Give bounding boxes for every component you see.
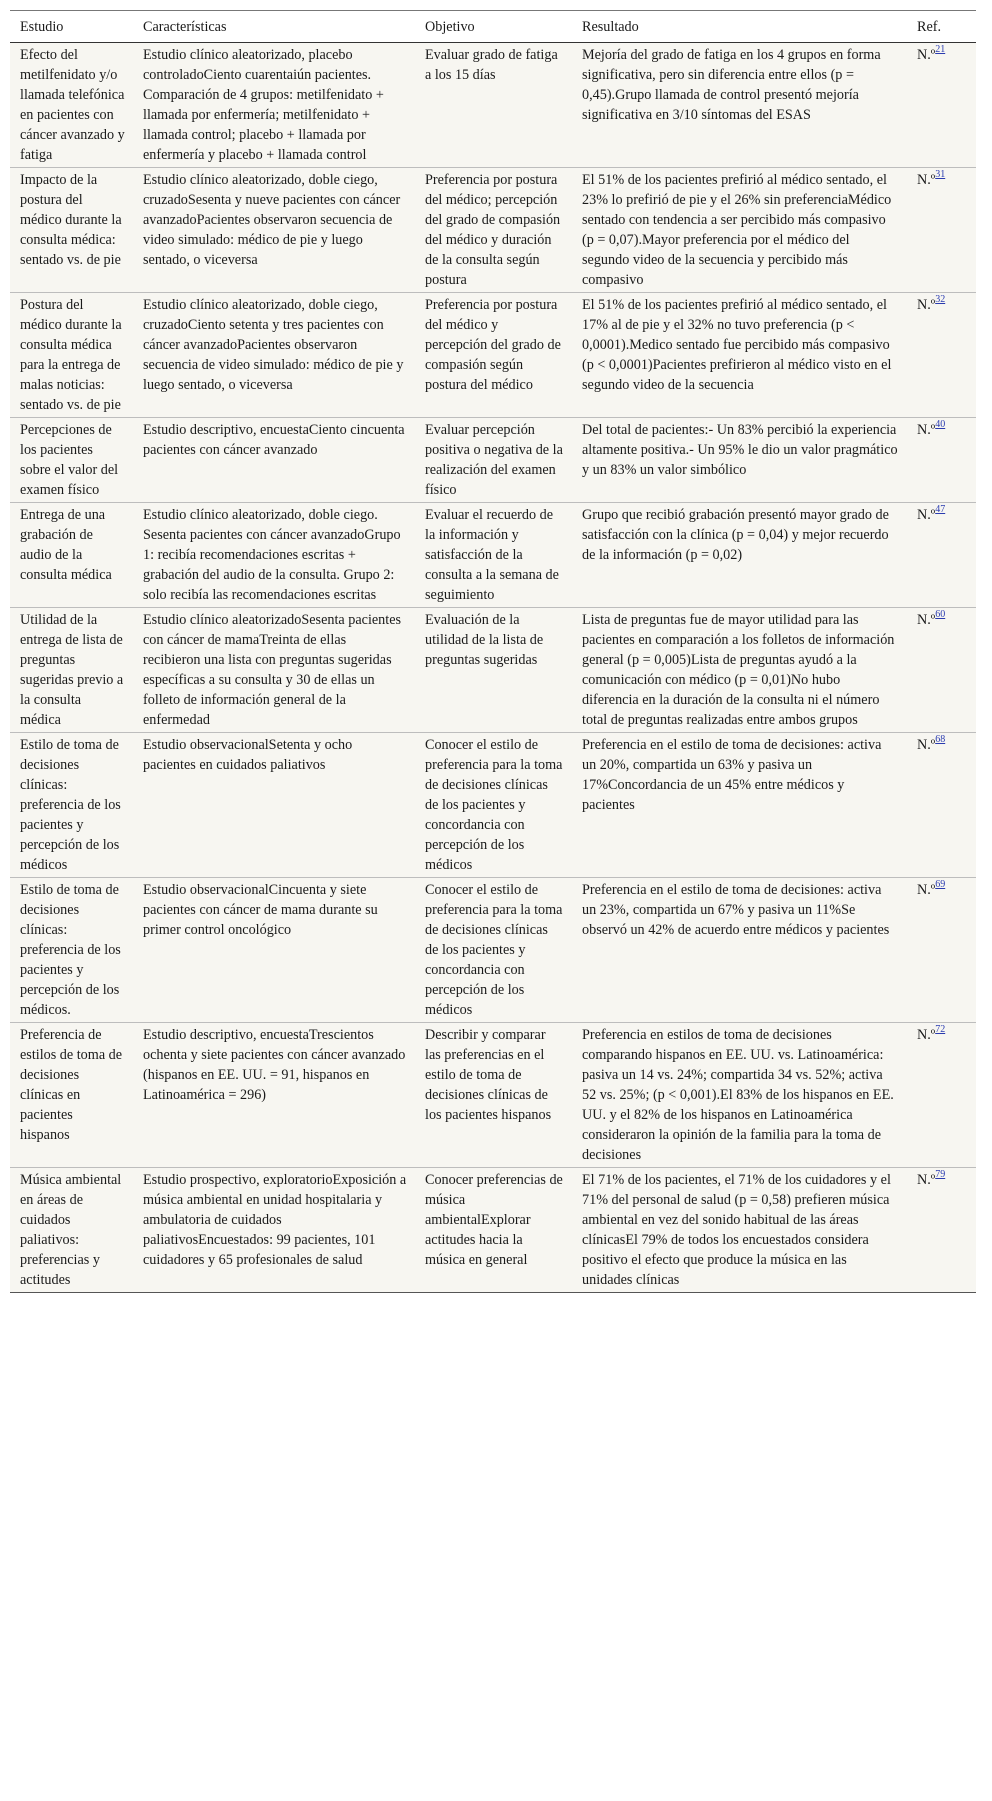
ref-prefix: N.º: [917, 882, 936, 898]
table-body: [10, 43, 976, 1293]
cell-resultado: Mejoría del grado de fatiga en los 4 grupos en forma significativa, pero sin diferencia entre ellos (p = 0,45).Grupo llamada de control presentó mejoría significativa en 3/10 síntomas del ESAS: [582, 47, 881, 123]
cell-estudio: Postura del médico durante la consulta médica para la entrega de malas noticias: sentado vs. de pie: [10, 293, 133, 418]
cell-caracteristicas: Estudio observacionalCincuenta y siete pacientes con cáncer de mama durante su primer control oncológico: [133, 878, 415, 1023]
ref-prefix: N.º: [917, 297, 936, 313]
table-row: [10, 1023, 976, 1168]
cell-ref: [907, 43, 976, 168]
cell-objetivo: Evaluar percepción positiva o negativa de la realización del examen físico: [415, 418, 572, 503]
cell-ref: [907, 1023, 976, 1168]
reference-link[interactable]: 47: [935, 504, 946, 515]
cell-resultado: Grupo que recibió grabación presentó mayor grado de satisfacción con la clínica (p = 0,04) y mejor recuerdo de la información (p = 0,02): [572, 503, 907, 608]
cell-resultado: El 71% de los pacientes, el 71% de los cuidadores y el 71% del personal de salud (p = 0,58) prefieren música ambiental en vez del sonido habitual de las áreas clínicasEl 79% de todos los encuestados considera positivo el efecto que produce la música en las unidades clínicas: [572, 1168, 907, 1293]
table-row: [10, 168, 976, 293]
ref-superscript: [935, 879, 945, 890]
cell-objetivo: Describir y comparar las preferencias en el estilo de toma de decisiones clínicas de los pacientes hispanos: [415, 1023, 572, 1168]
studies-table: [10, 10, 976, 1293]
cell-resultado: Preferencia en el estilo de toma de decisiones: activa un 23%, compartida un 67% y pasiva un 11%Se observó un 42% de acuerdo entre médicos y pacientes: [572, 878, 907, 1023]
cell-objetivo: Conocer preferencias de música ambientalExplorar actitudes hacia la música en general: [415, 1168, 572, 1293]
table-row: [10, 293, 976, 418]
cell-resultado: Preferencia en el estilo de toma de decisiones: activa un 20%, compartida un 63% y pasiva un 17%Concordancia de un 45% entre médicos y pacientes: [572, 733, 907, 878]
cell-objetivo: Preferencia por postura del médico y percepción del grado de compasión según postura del médico: [415, 293, 572, 418]
cell-estudio: Preferencia de estilos de toma de decisiones clínicas en pacientes hispanos: [10, 1023, 133, 1168]
table-row: [10, 1168, 976, 1293]
ref-prefix: N.º: [917, 1027, 936, 1043]
table-row: [10, 878, 976, 1023]
cell-ref: [907, 168, 976, 293]
reference-link[interactable]: 32: [935, 294, 946, 305]
reference-link[interactable]: 79: [935, 1169, 946, 1180]
cell-estudio: Efecto del metilfenidato y/o llamada telefónica en pacientes con cáncer avanzado y fatiga: [20, 47, 125, 163]
cell-objetivo: Conocer el estilo de preferencia para la toma de decisiones clínicas de los pacientes y concordancia con percepción de los médicos: [415, 878, 572, 1023]
header-caracteristicas: Características: [133, 11, 415, 43]
cell-resultado: Del total de pacientes:- Un 83% percibió la experiencia altamente positiva.- Un 95% le dio un valor pragmático y un 83% un valor simbólico: [572, 418, 907, 503]
reference-link[interactable]: 72: [935, 1024, 946, 1035]
header-resultado: Resultado: [572, 11, 907, 43]
reference-link[interactable]: 60: [935, 609, 946, 620]
cell-ref: [907, 733, 976, 878]
ref-prefix: N.º: [917, 507, 936, 523]
ref-superscript: [935, 609, 945, 620]
cell-ref: [907, 608, 976, 733]
cell-estudio: Impacto de la postura del médico durante la consulta médica: sentado vs. de pie: [10, 168, 133, 293]
cell-resultado: El 51% de los pacientes prefirió al médico sentado, el 17% al de pie y el 32% no tuvo preferencia (p < 0,0001).Medico sentado fue percibido más compasivo (p < 0,0001)Pacientes prefirieron al médico visto en el segundo video de la secuencia: [572, 293, 907, 418]
table-header-row: [10, 11, 976, 43]
reference-link[interactable]: 69: [935, 879, 946, 890]
header-estudio: Estudio: [10, 11, 133, 43]
cell-ref: [907, 418, 976, 503]
table-row: [10, 43, 976, 168]
cell-caracteristicas: Estudio clínico aleatorizado, doble ciego, cruzadoCiento setenta y tres pacientes con cáncer avanzadoPacientes observaron secuencia de video simulado: médico de pie y luego sentado, o viceversa: [133, 293, 415, 418]
ref-prefix: N.º: [917, 1172, 936, 1188]
cell-estudio: Utilidad de la entrega de lista de preguntas sugeridas previo a la consulta médica: [10, 608, 133, 733]
cell-caracteristicas: Estudio clínico aleatorizadoSesenta pacientes con cáncer de mamaTreinta de ellas recibieron una lista con preguntas sugeridas específicas a su consulta y 30 de ellas un folleto de información general de la enfermedad: [133, 608, 415, 733]
cell-resultado: El 51% de los pacientes prefirió al médico sentado, el 23% lo prefirió de pie y el 26% sin preferenciaMédico sentado con tendencia a ser percibido más compasivo (p = 0,07).Mayor preferencia por el médico del segundo video de la secuencia y percibido más compasivo: [572, 168, 907, 293]
cell-caracteristicas: Estudio observacionalSetenta y ocho pacientes en cuidados paliativos: [133, 733, 415, 878]
ref-superscript: [935, 1024, 945, 1035]
ref-superscript: [935, 1169, 945, 1180]
header-objetivo: Objetivo: [415, 11, 572, 43]
table-row: [10, 608, 976, 733]
table-row: [10, 503, 976, 608]
ref-superscript: [935, 294, 945, 305]
cell-resultado: Lista de preguntas fue de mayor utilidad para las pacientes en comparación a los folletos de información general (p = 0,005)Lista de preguntas ayudó a la comunicación con médico (p = 0,01)No hubo diferencia en la duración de la consulta ni el número total de preguntas realizadas entre ambos grupos: [572, 608, 907, 733]
ref-superscript: [935, 504, 945, 515]
cell-objetivo: Evaluación de la utilidad de la lista de preguntas sugeridas: [415, 608, 572, 733]
cell-caracteristicas: Estudio clínico aleatorizado, doble ciego. Sesenta pacientes con cáncer avanzadoGrupo 1: recibía recomendaciones escritas + grabación del audio de la consulta. Grupo 2: solo recibía las recomendaciones escritas: [133, 503, 415, 608]
cell-caracteristicas: Estudio descriptivo, encuestaCiento cincuenta pacientes con cáncer avanzado: [133, 418, 415, 503]
cell-estudio: Percepciones de los pacientes sobre el valor del examen físico: [10, 418, 133, 503]
cell-ref: [907, 1168, 976, 1293]
cell-objetivo: Evaluar el recuerdo de la información y satisfacción de la consulta a la semana de seguimiento: [415, 503, 572, 608]
cell-resultado: Preferencia en estilos de toma de decisiones comparando hispanos en EE. UU. vs. Latinoamérica: pasiva un 14 vs. 24%; compartida 34 vs. 52%; activa 52 vs. 25%; (p < 0,001).El 83% de los hispanos en EE. UU. y el 82% de los hispanos en Latinoamérica consideraron la opinión de la familia para la toma de decisiones: [572, 1023, 907, 1168]
ref-prefix: N.º: [917, 612, 936, 628]
header-ref: Ref.: [907, 11, 976, 43]
ref-prefix: N.º: [917, 737, 936, 753]
ref-superscript: [935, 44, 945, 55]
ref-prefix: N.º: [917, 47, 936, 63]
cell-objetivo: Evaluar grado de fatiga a los 15 días: [425, 47, 558, 83]
reference-link[interactable]: 21: [935, 44, 946, 55]
cell-caracteristicas: Estudio prospectivo, exploratorioExposición a música ambiental en unidad hospitalaria y ambulatoria de cuidados paliativosEncuestados: 99 pacientes, 101 cuidadores y 65 profesionales de salud: [133, 1168, 415, 1293]
cell-ref: [907, 878, 976, 1023]
cell-objetivo: Conocer el estilo de preferencia para la toma de decisiones clínicas de los pacientes y concordancia con percepción de los médicos: [415, 733, 572, 878]
cell-caracteristicas: Estudio clínico aleatorizado, doble ciego, cruzadoSesenta y nueve pacientes con cáncer avanzadoPacientes observaron secuencia de video simulado: médico de pie y luego sentado, o viceversa: [133, 168, 415, 293]
reference-link[interactable]: 31: [935, 169, 946, 180]
ref-prefix: N.º: [917, 422, 936, 438]
cell-estudio: Entrega de una grabación de audio de la consulta médica: [10, 503, 133, 608]
cell-estudio: Estilo de toma de decisiones clínicas: preferencia de los pacientes y percepción de los médicos.: [10, 878, 133, 1023]
table-row: [10, 418, 976, 503]
cell-caracteristicas: Estudio clínico aleatorizado, placebo controladoCiento cuarentaiún pacientes. Comparación de 4 grupos: metilfenidato + llamada por enfermería; metilfenidato + llamada control; placebo + llamada por enfermería y placebo + llamada control: [143, 47, 384, 163]
ref-superscript: [935, 169, 945, 180]
cell-caracteristicas: Estudio descriptivo, encuestaTrescientos ochenta y siete pacientes con cáncer avanzado (hispanos en EE. UU. = 91, hispanos en Latinoamérica = 296): [133, 1023, 415, 1168]
ref-superscript: [935, 734, 945, 745]
table-row: [10, 733, 976, 878]
cell-objetivo: Preferencia por postura del médico; percepción del grado de compasión del médico y duración de la consulta según postura: [415, 168, 572, 293]
cell-estudio: Música ambiental en áreas de cuidados paliativos: preferencias y actitudes: [10, 1168, 133, 1293]
ref-prefix: N.º: [917, 172, 936, 188]
cell-ref: [907, 293, 976, 418]
reference-link[interactable]: 40: [935, 419, 946, 430]
cell-ref: [907, 503, 976, 608]
ref-superscript: [935, 419, 945, 430]
reference-link[interactable]: 68: [935, 734, 946, 745]
cell-estudio: Estilo de toma de decisiones clínicas: preferencia de los pacientes y percepción de los médicos: [10, 733, 133, 878]
